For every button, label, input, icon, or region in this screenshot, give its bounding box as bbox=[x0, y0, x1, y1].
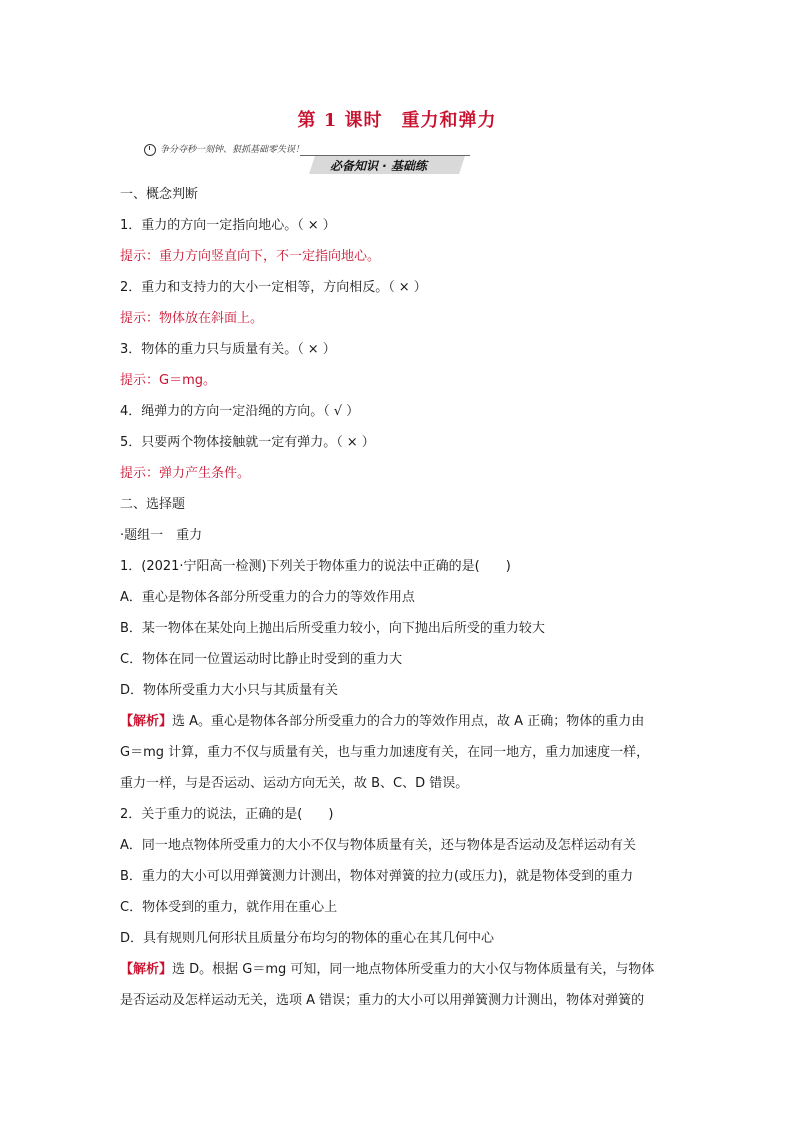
section-banner bbox=[140, 138, 480, 178]
judgment-item-3: 3．物体的重力只与质量有关。（ × ） bbox=[120, 339, 680, 370]
hint-2: 提示：物体放在斜面上。 bbox=[120, 311, 264, 326]
judgment-item-1: 1．重力的方向一定指向地心。（ × ） bbox=[120, 215, 680, 246]
group-heading: ·题组一 重力 bbox=[120, 528, 203, 543]
answer-mark: × bbox=[398, 280, 410, 295]
hint-5: 提示：弹力产生条件。 bbox=[120, 466, 251, 481]
question-1-stem: 1．(2021·宁阳高一检测)下列关于物体重力的说法中正确的是( ) bbox=[120, 559, 511, 574]
q2-option-c: C．物体受到的重力，就作用在重心上 bbox=[120, 900, 338, 915]
q1-option-d: D．物体所受重力大小只与其质量有关 bbox=[120, 683, 339, 698]
hint-3: 提示：G＝mg。 bbox=[120, 373, 216, 388]
q2-analysis-line-1: 【解析】选 D。根据 G＝mg 可知，同一地点物体所受重力的大小仅与物体质量有关，与物体 bbox=[120, 962, 655, 977]
q2-option-a: A．同一地点物体所受重力的大小不仅与物体质量有关，还与物体是否运动及怎样运动有关 bbox=[120, 838, 636, 853]
q1-option-b: B．某一物体在某处向上抛出后所受重力较小，向下抛出后所受的重力较大 bbox=[120, 621, 545, 636]
document-body bbox=[120, 184, 680, 1021]
q1-option-a: A．重心是物体各部分所受重力的合力的等效作用点 bbox=[120, 590, 415, 605]
q1-analysis-line-2: G＝mg 计算，重力不仅与质量有关，也与重力加速度有关，在同一地方，重力加速度一样， bbox=[120, 745, 650, 760]
judgment-item-5: 5．只要两个物体接触就一定有弹力。（ × ） bbox=[120, 432, 680, 463]
q1-analysis-line-1: 【解析】选 A。重心是物体各部分所受重力的合力的等效作用点，故 A 正确；物体的重力由 bbox=[120, 714, 645, 729]
q2-option-b: B．重力的大小可以用弹簧测力计测出，物体对弹簧的拉力(或压力)，就是物体受到的重力 bbox=[120, 869, 634, 884]
analysis-label: 【解析】 bbox=[120, 962, 173, 977]
page-title: 第 1 课时 重力和弹力 bbox=[297, 110, 497, 131]
judgment-item-4: 4．绳弹力的方向一定沿绳的方向。（ √ ） bbox=[120, 401, 680, 432]
hint-1: 提示：重力方向竖直向下，不一定指向地心。 bbox=[120, 249, 381, 264]
answer-mark: √ bbox=[333, 404, 343, 419]
clock-icon bbox=[144, 144, 156, 156]
analysis-label: 【解析】 bbox=[120, 714, 173, 729]
q2-analysis-line-2: 是否运动及怎样运动无关，选项 A 错误；重力的大小可以用弹簧测力计测出，物体对弹簧的 bbox=[120, 993, 645, 1008]
answer-mark: × bbox=[307, 342, 319, 357]
banner-section-title: 必备知识 · 基础练 bbox=[330, 159, 427, 173]
part2-heading: 二、选择题 bbox=[120, 497, 186, 512]
q1-analysis-line-3: 重力一样，与是否运动、运动方向无关，故 B、C、D 错误。 bbox=[120, 776, 469, 791]
question-2-stem: 2．关于重力的说法，正确的是( ) bbox=[120, 807, 334, 822]
q1-option-c: C．物体在同一位置运动时比静止时受到的重力大 bbox=[120, 652, 403, 667]
judgment-item-2: 2．重力和支持力的大小一定相等，方向相反。（ × ） bbox=[120, 277, 680, 308]
answer-mark: × bbox=[346, 435, 358, 450]
banner-slogan: 争分夺秒一刻钟、狠抓基础零失误！ bbox=[160, 145, 305, 155]
answer-mark: × bbox=[307, 218, 319, 233]
part1-heading: 一、概念判断 bbox=[120, 187, 199, 202]
q2-option-d: D．具有规则几何形状且质量分布均匀的物体的重心在其几何中心 bbox=[120, 931, 495, 946]
